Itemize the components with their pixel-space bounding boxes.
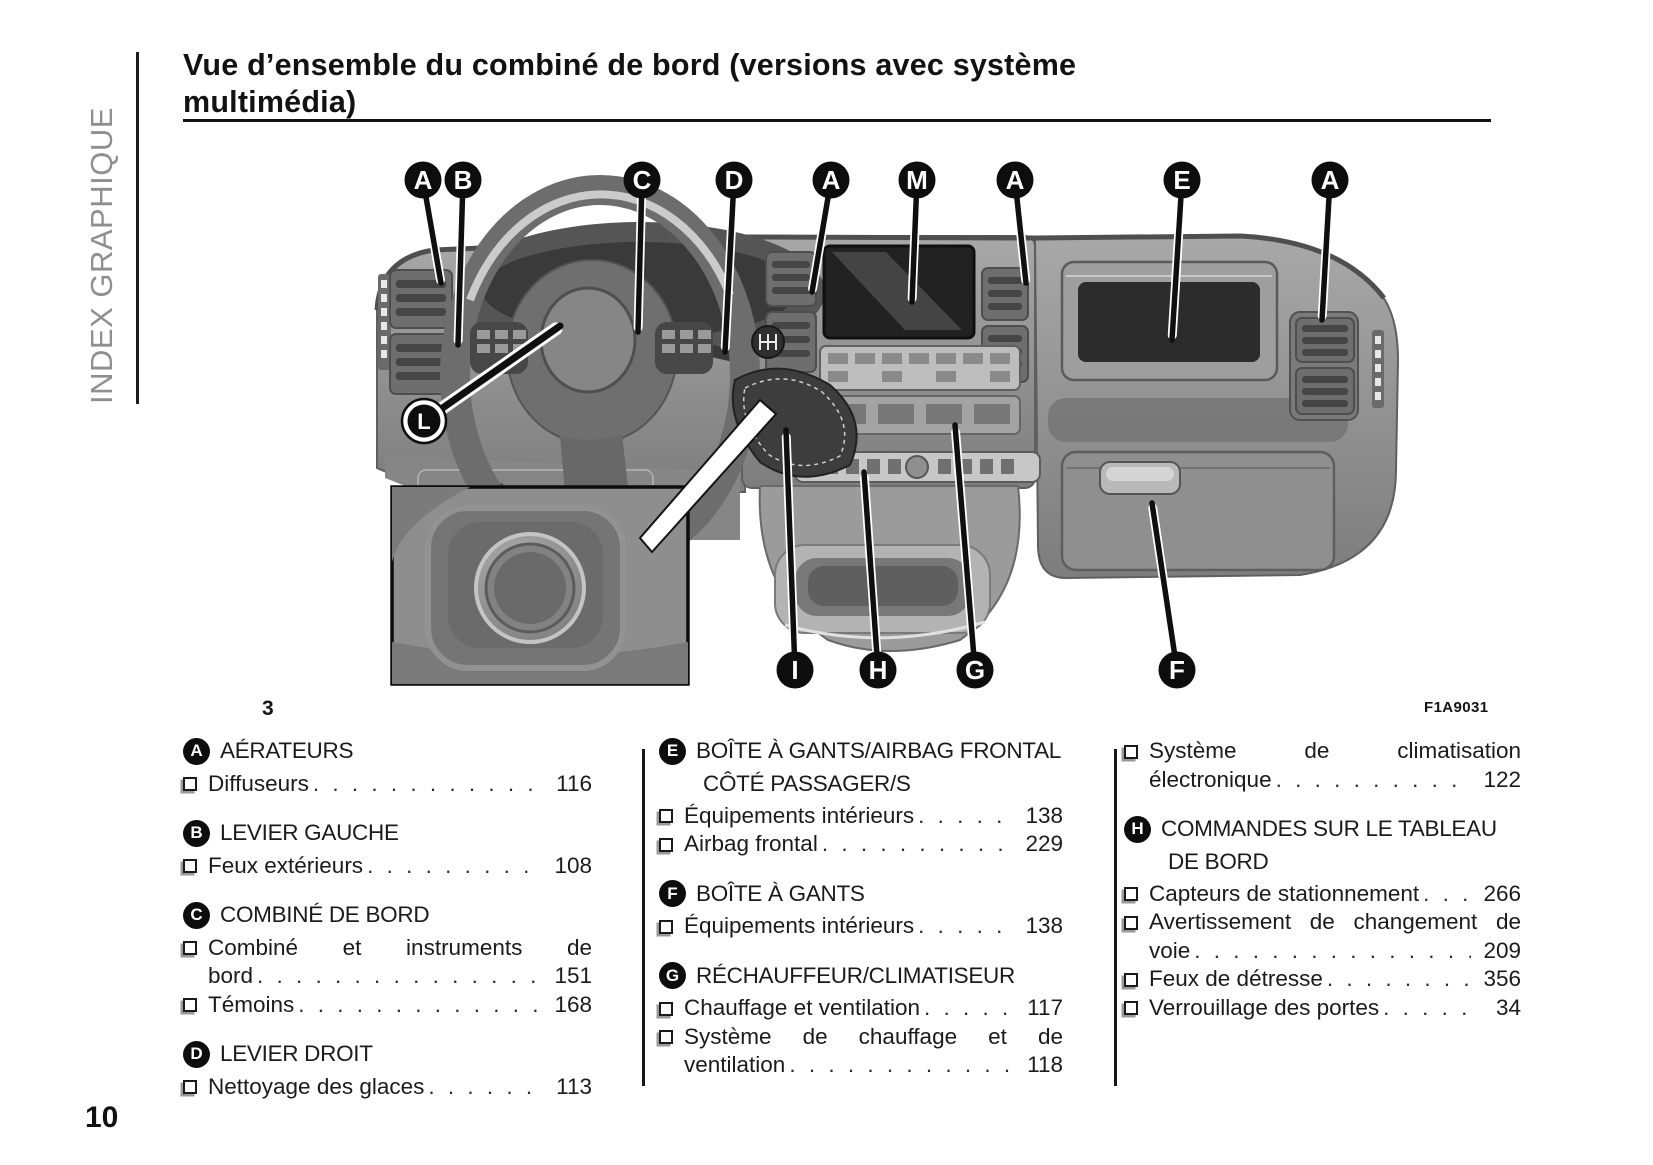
- index-item: [183, 1073, 592, 1102]
- index-group: [659, 737, 1063, 859]
- index-item-label: Diffuseurs: [208, 770, 309, 796]
- leader-dots: [1327, 965, 1471, 994]
- index-item-label: bord: [208, 963, 254, 988]
- page-title: [183, 47, 1493, 121]
- leader-dots: [1276, 766, 1471, 795]
- index-item-line2: [659, 1051, 1063, 1080]
- glovebox: [1062, 452, 1334, 570]
- page-number: 10: [85, 1101, 119, 1134]
- index-item: [659, 1023, 1063, 1080]
- callout-letter-badge: C: [183, 902, 210, 929]
- index-group-header: [659, 737, 1063, 766]
- index-item: [1124, 994, 1521, 1023]
- index-item-page: 138: [1025, 802, 1063, 828]
- index-item: [659, 912, 1063, 941]
- index-item: [1124, 908, 1521, 965]
- leader-dots: [1383, 994, 1471, 1023]
- callout-letter: A: [821, 165, 841, 195]
- index-item-line2: [1124, 766, 1521, 795]
- index-group-header: [659, 962, 1063, 991]
- index-group-header: [183, 1040, 592, 1069]
- index-item-page: 151: [554, 963, 592, 988]
- leader-dots: [428, 1073, 542, 1102]
- index-item-label: Système de climatisation: [1149, 738, 1521, 763]
- index-column-3: [1124, 737, 1521, 1043]
- callout-letter-badge: A: [183, 738, 210, 765]
- index-item-page: 122: [1483, 766, 1521, 792]
- index-item-line2: [183, 962, 592, 991]
- index-item-label: Feux extérieurs: [208, 852, 364, 878]
- index-group: [183, 737, 592, 798]
- figure-code: F1A9031: [1424, 699, 1489, 716]
- callout-letter: D: [724, 165, 744, 195]
- index-item-page: 266: [1483, 880, 1521, 906]
- index-item-label: électronique: [1149, 766, 1272, 792]
- inset-detail-box: [392, 487, 688, 684]
- checkbox-icon: [183, 777, 197, 791]
- index-group: [1124, 737, 1521, 794]
- index-item: [183, 934, 592, 991]
- index-item-line2: [1124, 937, 1521, 966]
- sidebar-rule: [136, 52, 139, 404]
- checkbox-icon: [659, 1002, 673, 1016]
- index-item-page: 229: [1025, 831, 1063, 856]
- callout-letter: B: [453, 165, 473, 195]
- index-group-header: [1124, 815, 1521, 844]
- index-item-label: voie: [1149, 937, 1191, 963]
- leader-dots: [367, 852, 542, 881]
- checkbox-icon: [1124, 973, 1138, 987]
- index-item-page: 138: [1025, 913, 1063, 938]
- callout-letter-badge: F: [659, 880, 686, 907]
- index-group: [1124, 815, 1521, 1022]
- index-group-header: [659, 880, 1063, 909]
- checkbox-icon: [659, 809, 673, 823]
- page-title-line1: Vue d’ensemble du combiné de bord (versions avec système: [183, 48, 1077, 82]
- callout-letter: H: [868, 655, 888, 685]
- index-group: [659, 962, 1063, 1080]
- index-item-line1: [659, 1023, 1063, 1052]
- index-item-page: 34: [1495, 994, 1521, 1020]
- index-group-header: [183, 819, 592, 848]
- index-item-page: 118: [1027, 1052, 1063, 1077]
- index-group: [183, 901, 592, 1019]
- callout-letter-badge: B: [183, 820, 210, 847]
- leader-dots: [789, 1051, 1013, 1080]
- index-group: [659, 880, 1063, 941]
- index-item: [183, 991, 592, 1020]
- callout-letter-badge: D: [183, 1041, 210, 1068]
- index-item-page: 168: [554, 991, 592, 1017]
- callout-letter-badge: H: [1124, 816, 1151, 843]
- leader-dots: [924, 994, 1013, 1023]
- leader-dots: [313, 770, 542, 799]
- callout-letter-badge: E: [659, 738, 686, 765]
- dashboard-illustration: [377, 190, 1398, 684]
- checkbox-icon: [1124, 887, 1138, 901]
- index-item-label: Témoins: [208, 991, 295, 1017]
- column-separator: [1114, 749, 1117, 1086]
- index-item-page: 116: [556, 770, 592, 796]
- callout-letter: A: [1005, 165, 1025, 195]
- callout-letter: E: [1173, 165, 1191, 195]
- index-item-page: 108: [554, 852, 592, 878]
- checkbox-icon: [183, 941, 197, 955]
- index-group-title-line2: CÔTÉ PASSAGER/S: [703, 770, 911, 796]
- index-item: [1124, 965, 1521, 994]
- index-item-page: 113: [556, 1073, 592, 1099]
- index-item-page: 209: [1483, 937, 1521, 963]
- page-title-line2: multimédia): [183, 85, 357, 119]
- checkbox-icon: [659, 838, 673, 852]
- leader-dots: [822, 830, 1013, 859]
- checkbox-icon: [1124, 916, 1138, 930]
- index-item: [659, 994, 1063, 1023]
- callout-letter: I: [791, 655, 799, 685]
- callout-letter: C: [632, 165, 652, 195]
- index-group-title: AÉRATEURS: [220, 738, 354, 763]
- checkbox-icon: [1124, 1001, 1138, 1015]
- leader-dots: [1194, 937, 1471, 966]
- sidebar-vertical-label: INDEX GRAPHIQUE: [84, 107, 119, 404]
- index-item-label: Capteurs de stationnement: [1149, 880, 1420, 906]
- checkbox-icon: [659, 1030, 673, 1044]
- index-group-title: COMMANDES SUR LE TABLEAU: [1161, 816, 1497, 841]
- index-group-header: [183, 901, 592, 930]
- right-air-vents: [1290, 312, 1358, 420]
- index-group-header: [183, 737, 592, 766]
- index-item-label: Chauffage et ventilation: [684, 995, 921, 1020]
- index-group: [183, 1040, 592, 1101]
- index-item-label: Feux de détresse: [1149, 966, 1323, 991]
- index-item-line1: [1124, 737, 1521, 766]
- checkbox-icon: [183, 998, 197, 1012]
- callout-letter: G: [964, 655, 986, 685]
- index-item-page: 356: [1483, 966, 1521, 991]
- index-group-title: RÉCHAUFFEUR/CLIMATISEUR: [696, 962, 1015, 988]
- callout-letter: M: [906, 165, 928, 195]
- index-item: [659, 802, 1063, 831]
- column-separator: [642, 749, 645, 1086]
- index-item-page: 117: [1027, 995, 1063, 1020]
- callout-letter: A: [1320, 165, 1340, 195]
- title-underline: [183, 119, 1491, 122]
- checkbox-icon: [659, 920, 673, 934]
- index-group-title: BOÎTE À GANTS/AIRBAG FRONTAL: [696, 738, 1061, 763]
- leader-dots: [257, 962, 542, 991]
- index-item-line1: [1124, 908, 1521, 937]
- index-item: [659, 830, 1063, 859]
- leader-dots: [918, 912, 1013, 941]
- index-item-label: ventilation: [684, 1052, 786, 1077]
- index-item: [183, 770, 592, 799]
- checkbox-icon: [183, 859, 197, 873]
- dashboard-figure: [330, 140, 1440, 725]
- index-item-line1: [183, 934, 592, 963]
- callout-letter: F: [1169, 655, 1185, 685]
- index-group-title: LEVIER GAUCHE: [220, 820, 399, 845]
- index-column-1: [183, 737, 592, 1122]
- checkbox-icon: [183, 1080, 197, 1094]
- index-group-title: BOÎTE À GANTS: [696, 880, 865, 906]
- index-group-title: COMBINÉ DE BORD: [220, 902, 430, 927]
- index-item-label: Nettoyage des glaces: [208, 1073, 425, 1099]
- index-group-title-line2: DE BORD: [1168, 848, 1269, 874]
- index-group-title: LEVIER DROIT: [220, 1041, 373, 1066]
- leader-dots: [298, 991, 542, 1020]
- index-item: [1124, 737, 1521, 794]
- index-item-label: Combiné et instruments de: [208, 934, 592, 960]
- index-item: [1124, 880, 1521, 909]
- index-column-2: [659, 737, 1063, 1101]
- checkbox-icon: [1124, 745, 1138, 759]
- figure-number: 3: [262, 697, 274, 720]
- leader-dots: [1423, 880, 1471, 909]
- leader-dots: [918, 802, 1013, 831]
- index-item-label: Verrouillage des portes: [1149, 994, 1380, 1020]
- index-item-label: Avertissement de changement de: [1149, 909, 1521, 934]
- index-item-label: Équipements intérieurs: [684, 913, 915, 938]
- index-item-label: Équipements intérieurs: [684, 802, 915, 828]
- callout-letter: L: [417, 409, 431, 434]
- multimedia-screen: [824, 246, 974, 338]
- index-item-label: Système de chauffage et de: [684, 1023, 1063, 1049]
- callout-letter-badge: G: [659, 962, 686, 989]
- callout-letter: A: [413, 165, 433, 195]
- index-group: [183, 819, 592, 880]
- index-item-label: Airbag frontal: [684, 831, 818, 856]
- index-item: [183, 852, 592, 881]
